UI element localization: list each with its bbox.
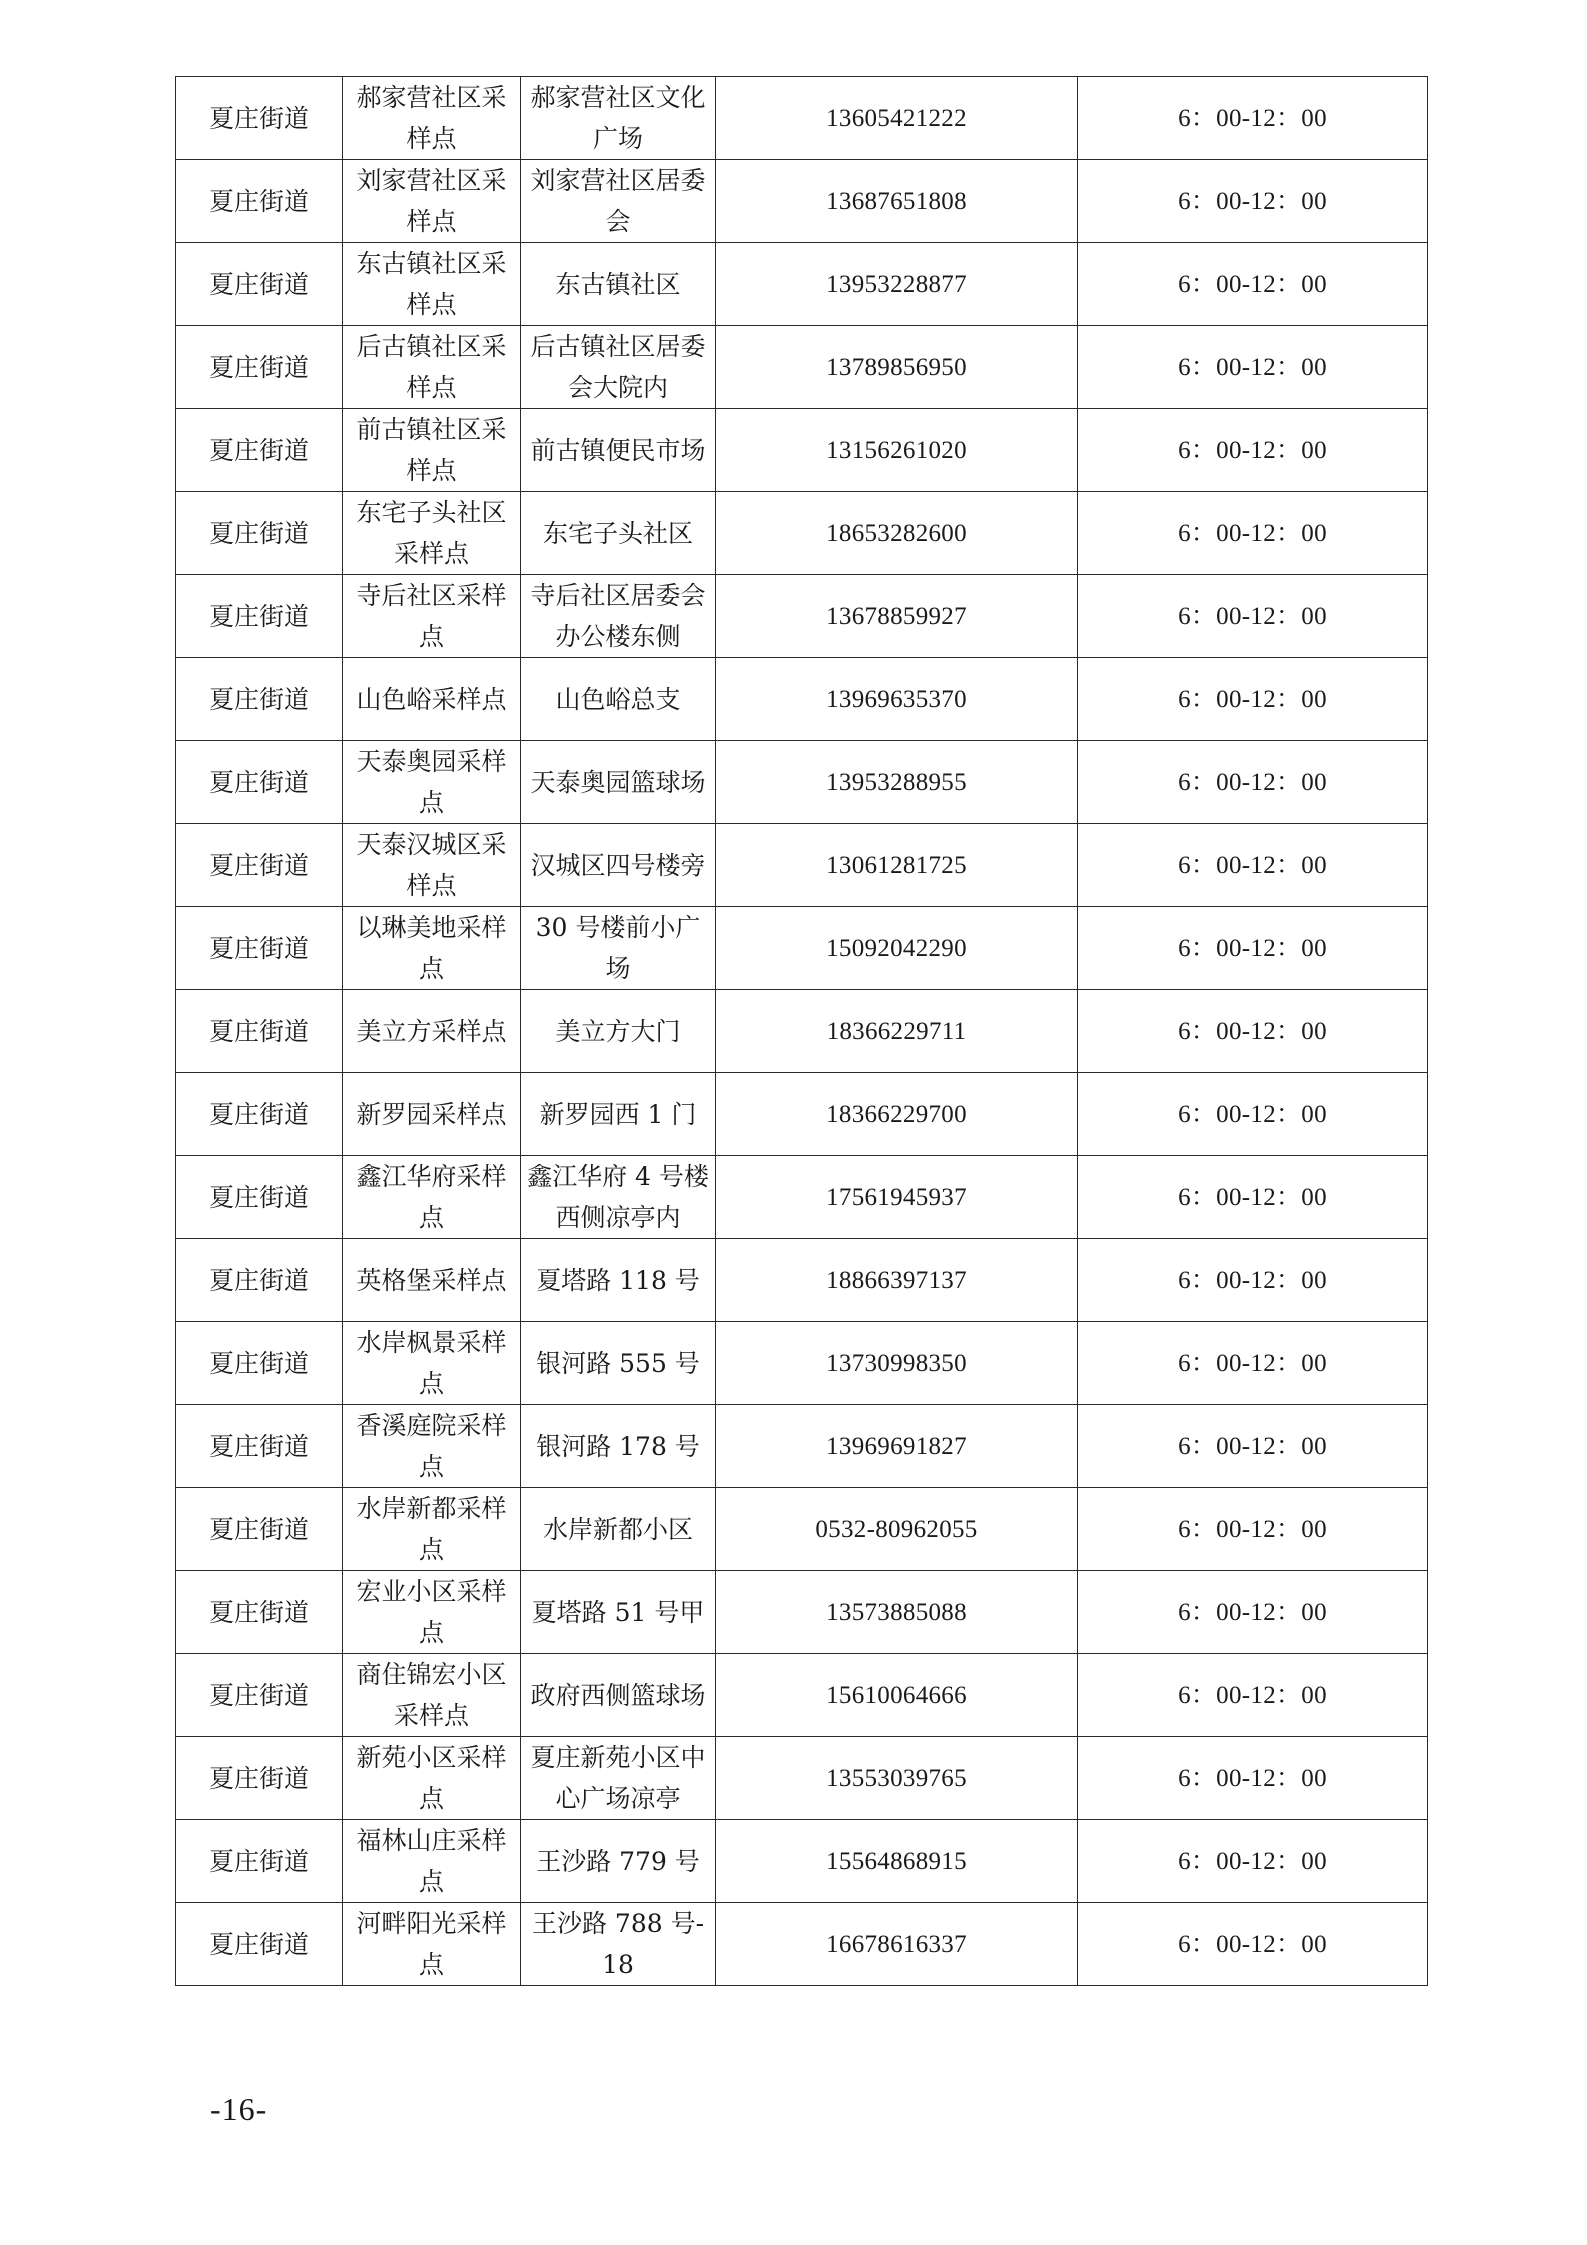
site-name-cell: 前古镇社区采样点 <box>343 409 521 492</box>
site-name-cell: 英格堡采样点 <box>343 1239 521 1322</box>
hours-cell: 6：00-12：00 <box>1078 741 1428 824</box>
location-cell: 鑫江华府 4 号楼西侧凉亭内 <box>521 1156 716 1239</box>
site-name-cell: 郝家营社区采样点 <box>343 77 521 160</box>
table-row <box>176 77 1428 160</box>
street-cell: 夏庄街道 <box>176 1820 343 1903</box>
phone-cell: 17561945937 <box>716 1156 1078 1239</box>
site-name-cell: 山色峪采样点 <box>343 658 521 741</box>
hours-cell: 6：00-12：00 <box>1078 243 1428 326</box>
street-cell: 夏庄街道 <box>176 1571 343 1654</box>
phone-cell: 0532-80962055 <box>716 1488 1078 1571</box>
table-row <box>176 1488 1428 1571</box>
street-cell: 夏庄街道 <box>176 1073 343 1156</box>
table-row <box>176 658 1428 741</box>
site-name-cell: 鑫江华府采样点 <box>343 1156 521 1239</box>
site-name-cell: 东宅子头社区采样点 <box>343 492 521 575</box>
phone-cell: 13953228877 <box>716 243 1078 326</box>
hours-cell: 6：00-12：00 <box>1078 1073 1428 1156</box>
hours-cell: 6：00-12：00 <box>1078 1571 1428 1654</box>
phone-cell: 18653282600 <box>716 492 1078 575</box>
street-cell: 夏庄街道 <box>176 409 343 492</box>
site-name-cell: 商住锦宏小区采样点 <box>343 1654 521 1737</box>
table-row <box>176 1322 1428 1405</box>
table-row <box>176 326 1428 409</box>
location-cell: 美立方大门 <box>521 990 716 1073</box>
hours-cell: 6：00-12：00 <box>1078 658 1428 741</box>
street-cell: 夏庄街道 <box>176 1903 343 1986</box>
location-cell: 汉城区四号楼旁 <box>521 824 716 907</box>
phone-cell: 13789856950 <box>716 326 1078 409</box>
street-cell: 夏庄街道 <box>176 741 343 824</box>
location-cell: 王沙路 779 号 <box>521 1820 716 1903</box>
street-cell: 夏庄街道 <box>176 1405 343 1488</box>
location-cell: 东宅子头社区 <box>521 492 716 575</box>
phone-cell: 15610064666 <box>716 1654 1078 1737</box>
site-name-cell: 后古镇社区采样点 <box>343 326 521 409</box>
table-row <box>176 1654 1428 1737</box>
street-cell: 夏庄街道 <box>176 1488 343 1571</box>
phone-cell: 13969635370 <box>716 658 1078 741</box>
phone-cell: 13953288955 <box>716 741 1078 824</box>
phone-cell: 13573885088 <box>716 1571 1078 1654</box>
site-name-cell: 以琳美地采样点 <box>343 907 521 990</box>
table-row <box>176 492 1428 575</box>
site-name-cell: 新苑小区采样点 <box>343 1737 521 1820</box>
table-row <box>176 824 1428 907</box>
site-name-cell: 天泰汉城区采样点 <box>343 824 521 907</box>
location-cell: 寺后社区居委会办公楼东侧 <box>521 575 716 658</box>
street-cell: 夏庄街道 <box>176 575 343 658</box>
street-cell: 夏庄街道 <box>176 1239 343 1322</box>
hours-cell: 6：00-12：00 <box>1078 77 1428 160</box>
site-name-cell: 东古镇社区采样点 <box>343 243 521 326</box>
table-row <box>176 1737 1428 1820</box>
site-name-cell: 河畔阳光采样点 <box>343 1903 521 1986</box>
site-name-cell: 刘家营社区采样点 <box>343 160 521 243</box>
street-cell: 夏庄街道 <box>176 77 343 160</box>
street-cell: 夏庄街道 <box>176 907 343 990</box>
hours-cell: 6：00-12：00 <box>1078 409 1428 492</box>
hours-cell: 6：00-12：00 <box>1078 1405 1428 1488</box>
location-cell: 银河路 555 号 <box>521 1322 716 1405</box>
location-cell: 王沙路 788 号-18 <box>521 1903 716 1986</box>
location-cell: 刘家营社区居委会 <box>521 160 716 243</box>
location-cell: 银河路 178 号 <box>521 1405 716 1488</box>
phone-cell: 13969691827 <box>716 1405 1078 1488</box>
hours-cell: 6：00-12：00 <box>1078 1239 1428 1322</box>
table-row <box>176 409 1428 492</box>
table-row <box>176 907 1428 990</box>
table-row <box>176 1405 1428 1488</box>
site-name-cell: 寺后社区采样点 <box>343 575 521 658</box>
phone-cell: 18366229700 <box>716 1073 1078 1156</box>
hours-cell: 6：00-12：00 <box>1078 824 1428 907</box>
phone-cell: 13687651808 <box>716 160 1078 243</box>
street-cell: 夏庄街道 <box>176 824 343 907</box>
table-row <box>176 1903 1428 1986</box>
site-name-cell: 水岸枫景采样点 <box>343 1322 521 1405</box>
phone-cell: 13156261020 <box>716 409 1078 492</box>
table-row <box>176 741 1428 824</box>
hours-cell: 6：00-12：00 <box>1078 1903 1428 1986</box>
location-cell: 东古镇社区 <box>521 243 716 326</box>
street-cell: 夏庄街道 <box>176 492 343 575</box>
hours-cell: 6：00-12：00 <box>1078 1156 1428 1239</box>
location-cell: 后古镇社区居委会大院内 <box>521 326 716 409</box>
phone-cell: 18366229711 <box>716 990 1078 1073</box>
location-cell: 山色峪总支 <box>521 658 716 741</box>
table-row <box>176 575 1428 658</box>
table-row <box>176 1156 1428 1239</box>
hours-cell: 6：00-12：00 <box>1078 990 1428 1073</box>
hours-cell: 6：00-12：00 <box>1078 1737 1428 1820</box>
phone-cell: 16678616337 <box>716 1903 1078 1986</box>
phone-cell: 13553039765 <box>716 1737 1078 1820</box>
phone-cell: 13730998350 <box>716 1322 1078 1405</box>
phone-cell: 15092042290 <box>716 907 1078 990</box>
location-cell: 水岸新都小区 <box>521 1488 716 1571</box>
location-cell: 30 号楼前小广场 <box>521 907 716 990</box>
location-cell: 郝家营社区文化广场 <box>521 77 716 160</box>
site-name-cell: 香溪庭院采样点 <box>343 1405 521 1488</box>
table-row <box>176 160 1428 243</box>
street-cell: 夏庄街道 <box>176 1654 343 1737</box>
street-cell: 夏庄街道 <box>176 243 343 326</box>
location-cell: 新罗园西 1 门 <box>521 1073 716 1156</box>
phone-cell: 18866397137 <box>716 1239 1078 1322</box>
table-row <box>176 1571 1428 1654</box>
page-number: -16- <box>210 2091 268 2127</box>
location-cell: 夏塔路 118 号 <box>521 1239 716 1322</box>
table-row <box>176 1820 1428 1903</box>
location-cell: 天泰奥园篮球场 <box>521 741 716 824</box>
hours-cell: 6：00-12：00 <box>1078 160 1428 243</box>
table-row <box>176 1073 1428 1156</box>
sampling-sites-table <box>175 76 1428 1986</box>
site-name-cell: 天泰奥园采样点 <box>343 741 521 824</box>
phone-cell: 15564868915 <box>716 1820 1078 1903</box>
location-cell: 政府西侧篮球场 <box>521 1654 716 1737</box>
site-name-cell: 水岸新都采样点 <box>343 1488 521 1571</box>
table-row <box>176 243 1428 326</box>
street-cell: 夏庄街道 <box>176 160 343 243</box>
hours-cell: 6：00-12：00 <box>1078 1322 1428 1405</box>
street-cell: 夏庄街道 <box>176 658 343 741</box>
hours-cell: 6：00-12：00 <box>1078 1654 1428 1737</box>
hours-cell: 6：00-12：00 <box>1078 492 1428 575</box>
street-cell: 夏庄街道 <box>176 326 343 409</box>
site-name-cell: 宏业小区采样点 <box>343 1571 521 1654</box>
hours-cell: 6：00-12：00 <box>1078 575 1428 658</box>
street-cell: 夏庄街道 <box>176 1322 343 1405</box>
phone-cell: 13061281725 <box>716 824 1078 907</box>
location-cell: 夏塔路 51 号甲 <box>521 1571 716 1654</box>
location-cell: 夏庄新苑小区中心广场凉亭 <box>521 1737 716 1820</box>
table-body <box>176 77 1428 1986</box>
phone-cell: 13678859927 <box>716 575 1078 658</box>
hours-cell: 6：00-12：00 <box>1078 907 1428 990</box>
street-cell: 夏庄街道 <box>176 990 343 1073</box>
street-cell: 夏庄街道 <box>176 1156 343 1239</box>
hours-cell: 6：00-12：00 <box>1078 326 1428 409</box>
hours-cell: 6：00-12：00 <box>1078 1488 1428 1571</box>
location-cell: 前古镇便民市场 <box>521 409 716 492</box>
hours-cell: 6：00-12：00 <box>1078 1820 1428 1903</box>
phone-cell: 13605421222 <box>716 77 1078 160</box>
street-cell: 夏庄街道 <box>176 1737 343 1820</box>
site-name-cell: 美立方采样点 <box>343 990 521 1073</box>
table-row <box>176 1239 1428 1322</box>
site-name-cell: 福林山庄采样点 <box>343 1820 521 1903</box>
site-name-cell: 新罗园采样点 <box>343 1073 521 1156</box>
table-row <box>176 990 1428 1073</box>
